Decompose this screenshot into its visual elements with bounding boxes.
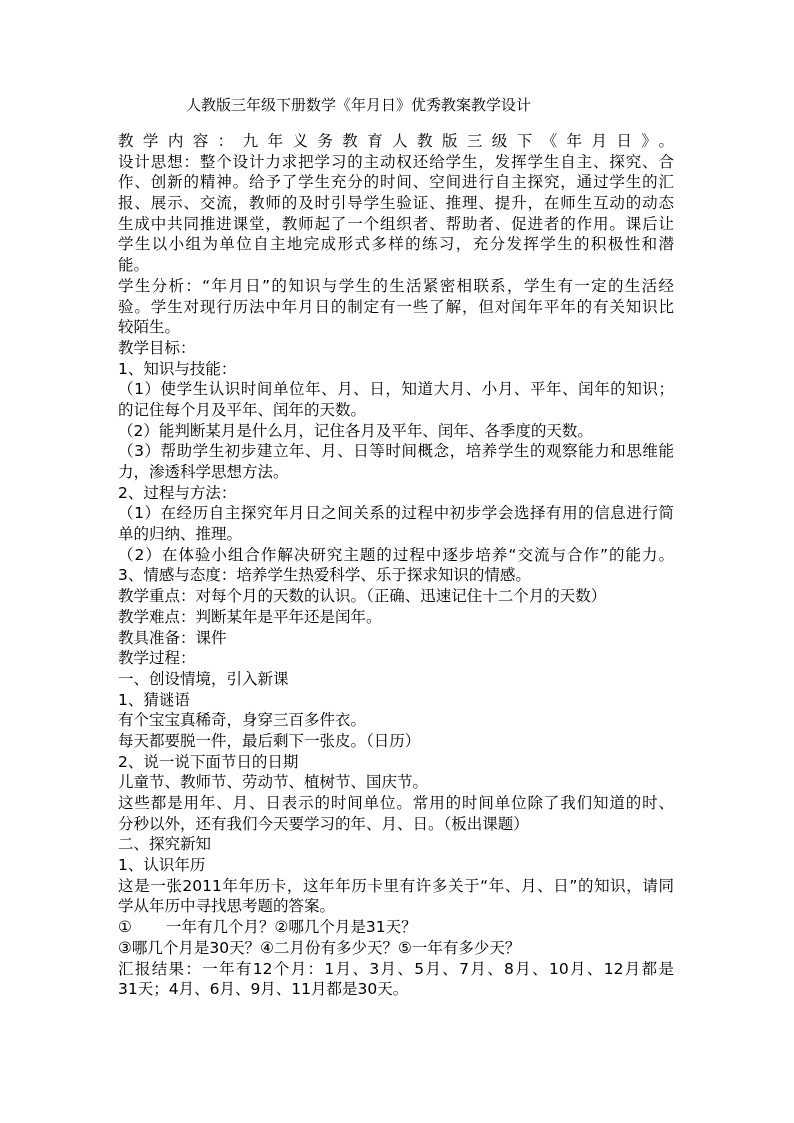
question-line <box>118 917 674 938</box>
text-line: 学生以小组为单位自主地完成形式多样的练习，充分发挥学生的积极性和潜 <box>118 235 674 254</box>
section-heading: 教学目标： <box>118 338 196 357</box>
text-line: 力，渗透科学思想方法。 <box>118 463 289 481</box>
text-line: 报、展示、交流，教师的及时引导学生验证、推理、提升，在师生互动的动态 <box>118 194 674 213</box>
text-line: 作、创新的精神。给予了学生充分的时间、空间进行自主探究，通过学生的汇 <box>118 173 674 192</box>
result-line: 31天；4月、6月、9月、11月都是30天。 <box>118 980 409 999</box>
text-line: 教学重点：对每个月的天数的认识。（正确、迅速记住十二个月的天数） <box>118 587 607 606</box>
text-line: 学从年历中寻找思考题的答案。 <box>118 897 336 916</box>
section-heading: 1、知识与技能： <box>118 359 237 378</box>
text-line: （1）在经历自主探究年月日之间关系的过程中初步学会选择有用的信息进行简 <box>118 504 674 523</box>
document-title: 人教版三年级下册数学《年月日》优秀教案教学设计 <box>186 96 532 114</box>
question-text: 一年有几个月？②哪几个月是31天？ <box>166 918 417 937</box>
text-line: 的记住每个月及平年、闰年的天数。 <box>118 400 367 419</box>
question-line: ③哪几个月是30天？④二月份有多少天？⑤一年有多少天？ <box>118 938 521 957</box>
text-line: （2）在体验小组合作解决研究主题的过程中逐步培养“交流与合作”的能力。 <box>118 545 674 564</box>
section-heading: 教学过程： <box>118 649 196 668</box>
text-line: 单的归纳、推理。 <box>118 525 243 544</box>
text-line: 设计思想：整个设计力求把学习的主动权还给学生，发挥学生自主、探究、合 <box>118 152 674 171</box>
section-heading: 一、创设情境，引入新课 <box>118 669 289 688</box>
circled-number-marker: ① <box>118 918 132 937</box>
section-heading: 2、过程与方法： <box>118 483 237 502</box>
text-line: （2）能判断某月是什么月，记住各月及平年、闰年、各季度的天数。 <box>118 421 593 440</box>
text-line: 有个宝宝真稀奇，身穿三百多件衣。 <box>118 711 367 730</box>
text-line: 验。学生对现行历法中年月日的制定有一些了解，但对闰年平年的有关知识比 <box>118 297 674 316</box>
text-line: （3）帮助学生初步建立年、月、日等时间概念，培养学生的观察能力和思维能 <box>118 442 674 461</box>
text-line: 较陌生。 <box>118 318 181 337</box>
text-line: 儿童节、教师节、劳动节、植树节、国庆节。 <box>118 773 429 792</box>
text-line: 1、猜谜语 <box>118 690 190 709</box>
text-line: 这些都是用年、月、日表示的时间单位。常用的时间单位除了我们知道的时、 <box>118 794 674 812</box>
text-line: 每天都要脱一件，最后剩下一张皮。（日历） <box>118 731 421 750</box>
text-line: （1）使学生认识时间单位年、月、日，知道大月、小月、平年、闰年的知识； <box>118 380 674 399</box>
text-line: 这是一张2011年年历卡，这年年历卡里有许多关于“年、月、日”的知识，请同 <box>118 876 674 895</box>
text-line: 教学内容：九年义务教育人教版三级下《年月日》。 <box>118 132 674 150</box>
text-line: 生成中共同推进课堂，教师起了一个组织者、帮助者、促进者的作用。课后让 <box>118 214 674 233</box>
text-line: 2、说一说下面节日的日期 <box>118 752 299 771</box>
section-heading: 1、认识年历 <box>118 856 206 875</box>
text-line: 能。 <box>118 256 150 275</box>
text-line: 教学难点：判断某年是平年还是闰年。 <box>118 607 382 626</box>
text-line: 分秒以外，还有我们今天要学习的年、月、日。（板出课题） <box>118 814 529 833</box>
text-line: 学生分析：“年月日”的知识与学生的生活紧密相联系，学生有一定的生活经 <box>118 276 674 295</box>
section-heading: 二、探究新知 <box>118 835 212 854</box>
text-line: 3、情感与态度：培养学生热爱科学、乐于探求知识的情感。 <box>118 566 531 585</box>
text-line: 教具准备：课件 <box>118 628 227 647</box>
result-line: 汇报结果：一年有12个月：1月、3月、5月、7月、8月、10月、12月都是 <box>118 959 674 978</box>
document-body <box>118 131 674 1000</box>
